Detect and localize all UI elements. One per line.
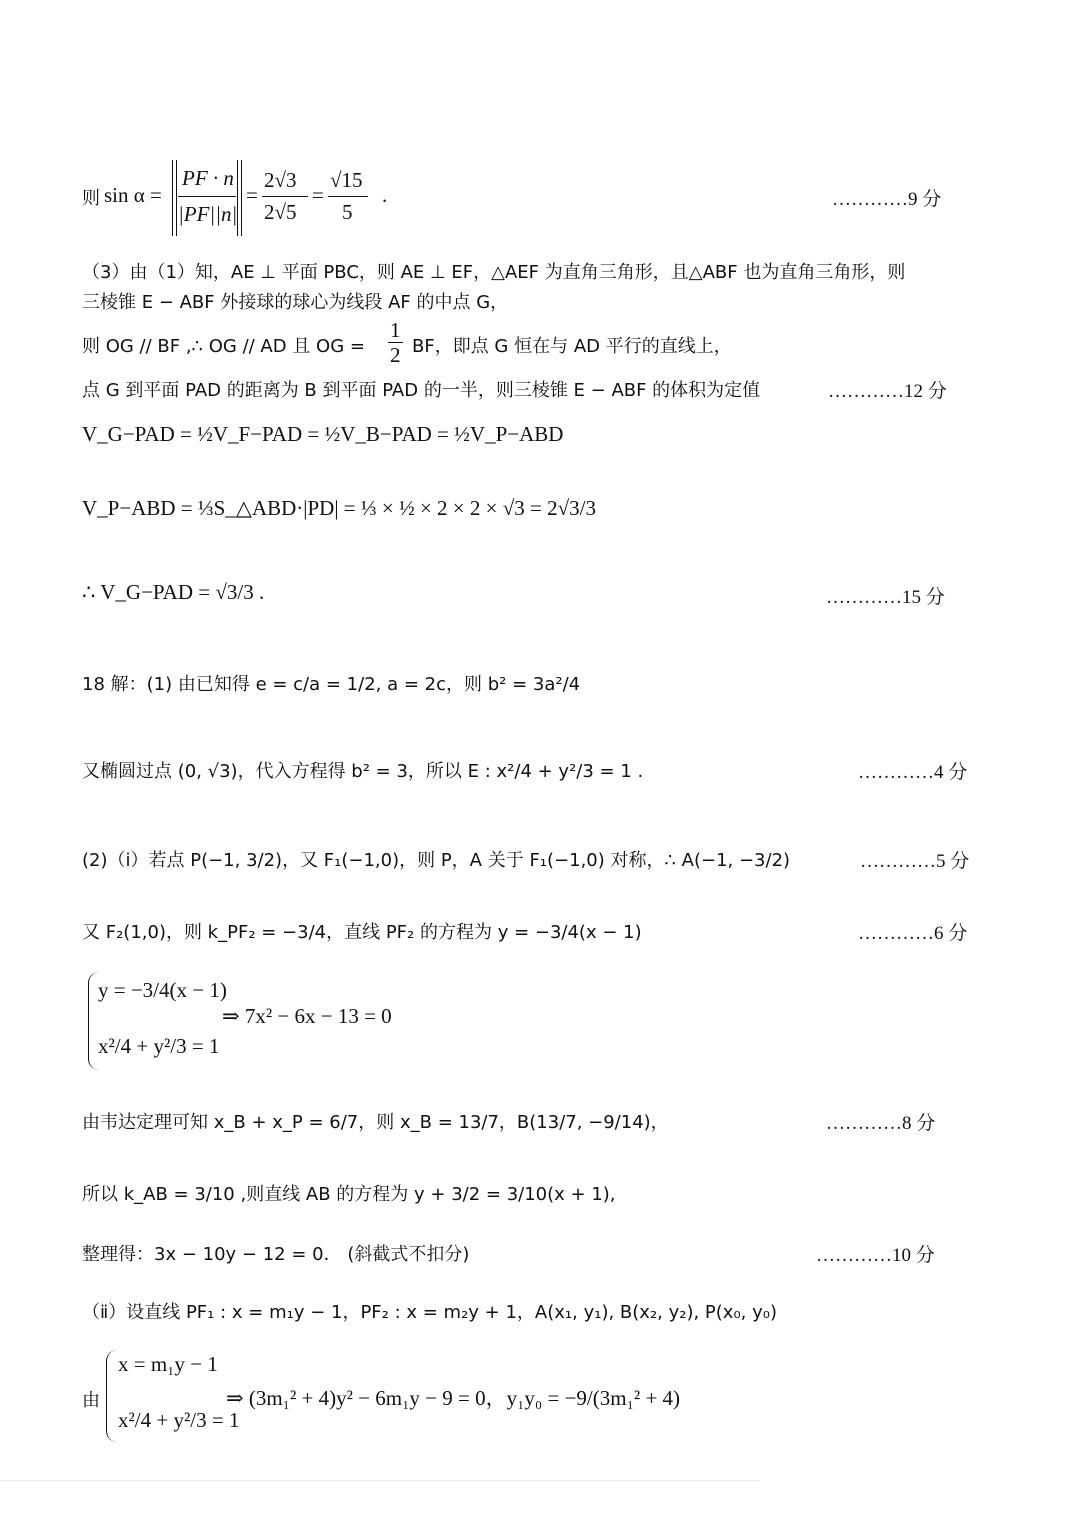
half-fraction xyxy=(388,318,403,367)
equals-1: = xyxy=(246,183,258,207)
val2-bar xyxy=(328,196,368,197)
p18-line2: 又椭圆过点 (0, √3)，代入方程得 b² = 3，所以 E : x²/4 + y²/3 = 1 . xyxy=(82,761,644,782)
volume-line1: V_G−PAD = ½V_F−PAD = ½V_B−PAD = ½V_P−ABD xyxy=(82,422,564,446)
p18-line3: (2)（ⅰ）若点 P(−1, 3/2)，又 F₁(−1,0)，则 P，A 关于 F₁(−1,0) 对称，∴ A(−1, −3/2) xyxy=(82,850,791,871)
abs-bar-left-2 xyxy=(176,160,177,236)
bottom-divider xyxy=(0,1480,760,1481)
p18-line6: 所以 k_AB = 3/10 ,则直线 AB 的方程为 y + 3/2 = 3/10(x + 1), xyxy=(82,1184,616,1205)
system1-eq1: y = −3/4(x − 1) xyxy=(98,978,227,1002)
half-num: 1 xyxy=(390,318,401,342)
system2-eq2: x²/4 + y²/3 = 1 xyxy=(118,1408,240,1432)
score-10: …………10 分 xyxy=(816,1245,935,1266)
sin-val1-den: 2√5 xyxy=(264,200,297,224)
sin-denominator: |PF||n| xyxy=(178,202,238,226)
abs-bar-right xyxy=(237,160,238,236)
score-15: …………15 分 xyxy=(826,587,945,608)
score-8: …………8 分 xyxy=(826,1113,936,1134)
sin-prefix: 则 xyxy=(82,188,100,209)
sin-val2-num: √15 xyxy=(330,168,363,192)
part3-line3b: BF，即点 G 恒在与 AD 平行的直线上， xyxy=(412,336,732,357)
val1-bar xyxy=(262,196,308,197)
system2-prefix: 由 xyxy=(82,1390,100,1411)
sin-numerator: PF · n xyxy=(182,166,234,190)
system1-result: ⇒ 7x² − 6x − 13 = 0 xyxy=(222,1004,392,1028)
system1-eq2: x²/4 + y²/3 = 1 xyxy=(98,1034,220,1058)
p18-line8: （ⅱ）设直线 PF₁ : x = m₁y − 1，PF₂ : x = m₂y + 1，A(x₁, y₁), B(x₂, y₂), P(x₀, y₀) xyxy=(82,1302,778,1323)
p18-line5: 由韦达定理可知 x_B + x_P = 6/7，则 x_B = 13/7，B(13/7, −9/14)， xyxy=(82,1112,669,1133)
part3-line2: 三棱锥 E − ABF 外接球的球心为线段 AF 的中点 G， xyxy=(82,292,509,313)
score-12: …………12 分 xyxy=(828,381,947,402)
abs-bar-left xyxy=(172,160,173,236)
volume-line2: V_P−ABD = ⅓S_△ABD·|PD| = ⅓ × ½ × 2 × 2 × √3 = 2√3/3 xyxy=(82,496,596,520)
system2-brace xyxy=(106,1350,117,1442)
part3-line1: （3）由（1）知，AE ⊥ 平面 PBC，则 AE ⊥ EF，△AEF 为直角三角形，且△ABF 也为直角三角形，则 xyxy=(82,262,906,283)
score-9: …………9 分 xyxy=(832,189,942,210)
p18-head: 18 解：(1) 由已知得 e = c/a = 1/2, a = 2c，则 b² = 3a²/4 xyxy=(82,674,581,695)
score-6: …………6 分 xyxy=(858,923,968,944)
sin-val1-num: 2√3 xyxy=(264,168,297,192)
p18-line4: 又 F₂(1,0)，则 k_PF₂ = −3/4，直线 PF₂ 的方程为 y = −3/4(x − 1) xyxy=(82,922,642,943)
half-den: 2 xyxy=(390,343,401,367)
sin-expr-left: sin α = xyxy=(104,183,162,207)
abs-bar-right-2 xyxy=(241,160,242,236)
score-4: …………4 分 xyxy=(858,762,968,783)
equals-2: = xyxy=(312,183,324,207)
part3-line3a: 则 OG // BF ,∴ OG // AD 且 OG = xyxy=(82,336,365,357)
period: . xyxy=(382,183,388,207)
part3-line4: 点 G 到平面 PAD 的距离为 B 到平面 PAD 的一半，则三棱锥 E − ABF 的体积为定值 xyxy=(82,380,761,401)
sin-fraction-bar xyxy=(178,196,236,197)
p18-line7: 整理得：3x − 10y − 12 = 0． (斜截式不扣分) xyxy=(82,1244,470,1265)
score-5: …………5 分 xyxy=(860,851,970,872)
sin-val2-den: 5 xyxy=(342,200,353,224)
system2-result: ⇒ (3m₁² + 4)y² − 6m₁y − 9 = 0，y₁y₀ = −9/(3m₁² + 4) xyxy=(226,1386,681,1410)
system2-eq1: x = m₁y − 1 xyxy=(118,1352,218,1376)
volume-line3: ∴ V_G−PAD = √3/3 . xyxy=(82,580,265,604)
